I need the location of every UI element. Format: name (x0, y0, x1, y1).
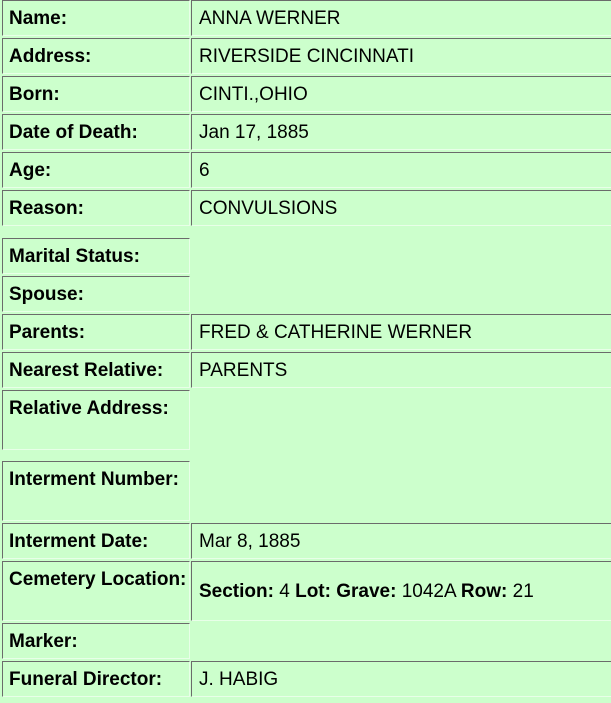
row-label: Row: (460, 580, 508, 602)
born-value: CINTI.,OHIO (191, 76, 611, 112)
age-value: 6 (191, 152, 611, 188)
funeral-director-label: Funeral Director: (2, 661, 190, 697)
nearest-relative-value: PARENTS (191, 352, 611, 388)
reason-value: CONVULSIONS (191, 190, 611, 226)
parents-label: Parents: (2, 314, 190, 350)
grave-value: 1042A (401, 580, 456, 602)
born-label: Born: (2, 76, 190, 112)
funeral-director-value: J. HABIG (191, 661, 611, 697)
cemetery-location-label: Cemetery Location: (2, 561, 190, 621)
spouse-label: Spouse: (2, 276, 190, 312)
marital-status-label: Marital Status: (2, 238, 190, 274)
name-value: ANNA WERNER (191, 0, 611, 36)
section-value: 4 (279, 580, 290, 602)
grave-label: Grave: (336, 580, 397, 602)
lot-label: Lot: (295, 580, 331, 602)
marker-label: Marker: (2, 623, 190, 659)
interment-date-value: Mar 8, 1885 (191, 523, 611, 559)
relative-address-label: Relative Address: (2, 390, 190, 450)
address-value: RIVERSIDE CINCINNATI (191, 38, 611, 74)
age-label: Age: (2, 152, 190, 188)
parents-value: FRED & CATHERINE WERNER (191, 314, 611, 350)
date-of-death-label: Date of Death: (2, 114, 190, 150)
row-value: 21 (512, 580, 534, 602)
reason-label: Reason: (2, 190, 190, 226)
interment-date-label: Interment Date: (2, 523, 190, 559)
nearest-relative-label: Nearest Relative: (2, 352, 190, 388)
name-label: Name: (2, 0, 190, 36)
date-of-death-value: Jan 17, 1885 (191, 114, 611, 150)
section-label: Section: (199, 580, 274, 602)
address-label: Address: (2, 38, 190, 74)
cemetery-location-value (191, 561, 611, 621)
interment-number-label: Interment Number: (2, 461, 190, 521)
